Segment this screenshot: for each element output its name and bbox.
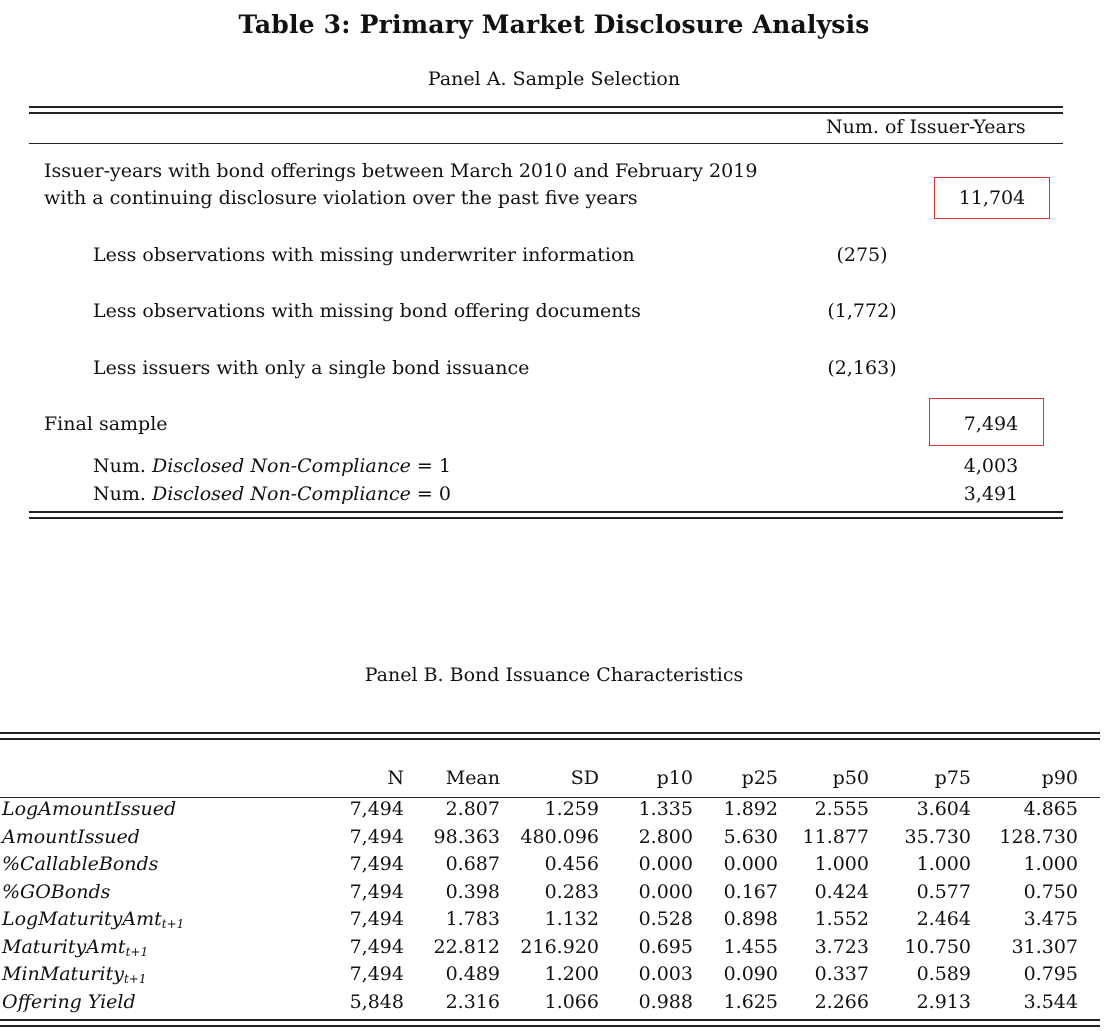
table-cell: 2.807 — [445, 798, 500, 820]
table-cell: 0.750 — [1023, 880, 1078, 903]
table-cell: 0.000 — [638, 880, 693, 903]
column-header-p25: p25 — [741, 767, 778, 789]
panel-a-less1-label: Less observations with missing underwriter information — [93, 244, 635, 266]
table-cell: 0.589 — [916, 963, 971, 985]
column-header-n: N — [387, 767, 404, 789]
table-cell: 7,494 — [349, 798, 404, 820]
table-cell: 0.577 — [916, 880, 971, 903]
table-cell: 128.730 — [999, 825, 1078, 848]
row-label: AmountIssued — [2, 825, 140, 848]
column-header-p50: p50 — [832, 767, 869, 789]
table-cell: 2.555 — [814, 798, 869, 820]
num0-suffix: = 0 — [410, 483, 451, 505]
table-cell: 3.475 — [1023, 908, 1078, 930]
panel-b-top-rule-2 — [0, 738, 1100, 740]
panel-a-less3-label: Less issuers with only a single bond issuance — [93, 357, 530, 379]
panel-a-num0-label — [93, 483, 451, 505]
table-cell: 0.000 — [638, 853, 693, 875]
table-cell: 0.456 — [544, 853, 599, 875]
row-label: MaturityAmt$_{t+1}$ — [2, 935, 149, 959]
table-cell: 0.695 — [638, 935, 693, 958]
table-cell: 1.455 — [723, 935, 778, 958]
column-header-p90: p90 — [1041, 767, 1078, 789]
panel-a-row1-line2: with a continuing disclosure violation over the past five years — [44, 187, 638, 209]
table-cell: 3.723 — [814, 935, 869, 958]
table-cell: 4.865 — [1023, 798, 1078, 820]
table-cell: 2.316 — [445, 990, 500, 1013]
table-cell: 0.795 — [1023, 963, 1078, 985]
column-header-p75: p75 — [934, 767, 971, 789]
table-cell: 0.424 — [814, 880, 869, 903]
table-cell: 31.307 — [1011, 935, 1078, 958]
row-label: LogMaturityAmt$_{t+1}$ — [2, 908, 185, 931]
num0-prefix: Num. — [93, 483, 152, 505]
panel-a-num1-label — [93, 455, 451, 477]
table-cell: 0.090 — [723, 963, 778, 985]
panel-a-num0-value: 3,491 — [963, 483, 1019, 505]
table-cell: 480.096 — [520, 825, 599, 848]
table-cell: 7,494 — [349, 880, 404, 903]
panel-a-less2-label: Less observations with missing bond offering documents — [93, 300, 641, 322]
table-cell: 0.489 — [445, 963, 500, 985]
table-cell: 1.132 — [544, 908, 599, 930]
table-cell: 11.877 — [802, 825, 869, 848]
table-cell: 0.000 — [723, 853, 778, 875]
panel-a-column-header: Num. of Issuer-Years — [826, 116, 1026, 138]
table-cell: 1.000 — [916, 853, 971, 875]
table-cell: 7,494 — [349, 935, 404, 958]
column-header-mean: Mean — [445, 767, 500, 789]
table-title: Table 3: Primary Market Disclosure Analysis — [238, 10, 870, 39]
panel-a-less1-value: (275) — [836, 244, 888, 266]
table-cell: 2.464 — [916, 908, 971, 930]
panel-a-top-rule-1 — [29, 106, 1063, 108]
table-cell: 0.528 — [638, 908, 693, 930]
panel-b-bottom-rule-2 — [0, 1025, 1100, 1027]
table-cell: 0.167 — [723, 880, 778, 903]
panel-a-header-rule — [29, 143, 1063, 144]
table-cell: 7,494 — [349, 825, 404, 848]
num1-suffix: = 1 — [410, 455, 451, 477]
table-cell: 1.335 — [638, 798, 693, 820]
table-cell: 1.892 — [723, 798, 778, 820]
row-label: %CallableBonds — [2, 853, 159, 875]
column-header-sd: SD — [570, 767, 599, 789]
panel-b-bottom-rule-1 — [0, 1019, 1100, 1021]
panel-a-bottom-rule-2 — [29, 517, 1063, 519]
panel-a-less2-value: (1,772) — [827, 300, 897, 322]
num1-var: Disclosed Non-Compliance — [151, 455, 411, 477]
table-cell: 98.363 — [433, 825, 500, 848]
panel-a-row1-value: 11,704 — [958, 187, 1026, 209]
table-cell: 7,494 — [349, 908, 404, 930]
table-cell: 7,494 — [349, 963, 404, 985]
table-cell: 1.000 — [814, 853, 869, 875]
num0-var: Disclosed Non-Compliance — [151, 483, 411, 505]
table-cell: 1.066 — [544, 990, 599, 1013]
table-cell: 5.630 — [723, 825, 778, 848]
panel-b-top-rule-1 — [0, 732, 1100, 734]
row-label: %GOBonds — [2, 880, 111, 903]
table-cell: 0.898 — [723, 908, 778, 930]
panel-a-final-value: 7,494 — [963, 413, 1019, 435]
table-cell: 10.750 — [904, 935, 971, 958]
column-header-p10: p10 — [656, 767, 693, 789]
table-cell: 5,848 — [349, 990, 404, 1013]
table-cell: 2.266 — [814, 990, 869, 1013]
panel-a-title: Panel A. Sample Selection — [427, 68, 681, 90]
table-cell: 3.544 — [1023, 990, 1078, 1013]
panel-b-title: Panel B. Bond Issuance Characteristics — [364, 664, 744, 686]
table-cell: 1.625 — [723, 990, 778, 1013]
table-cell: 2.913 — [916, 990, 971, 1013]
table-cell: 1.200 — [544, 963, 599, 985]
row-label: MinMaturity$_{t+1}$ — [2, 963, 147, 986]
table-cell: 216.920 — [520, 935, 599, 958]
panel-a-final-label: Final sample — [44, 413, 168, 435]
table-cell: 0.988 — [638, 990, 693, 1013]
table-cell: 0.398 — [445, 880, 500, 903]
row-label: Offering Yield — [2, 990, 136, 1013]
table-cell: 0.283 — [544, 880, 599, 903]
num1-prefix: Num. — [93, 455, 152, 477]
table-cell: 0.687 — [445, 853, 500, 875]
table-cell: 35.730 — [904, 825, 971, 848]
table-cell: 1.259 — [544, 798, 599, 820]
panel-a-bottom-rule-1 — [29, 511, 1063, 513]
table-cell: 3.604 — [916, 798, 971, 820]
panel-a-row1-line1: Issuer-years with bond offerings between March 2010 and February 2019 — [44, 160, 758, 182]
table-cell: 1.552 — [814, 908, 869, 930]
panel-a-num1-value: 4,003 — [963, 455, 1019, 477]
table-cell: 7,494 — [349, 853, 404, 875]
panel-a-top-rule-2 — [29, 112, 1063, 114]
table-cell: 2.800 — [638, 825, 693, 848]
table-cell: 0.003 — [638, 963, 693, 985]
table-cell: 1.783 — [445, 908, 500, 930]
row-label: LogAmountIssued — [2, 798, 177, 820]
panel-a-less3-value: (2,163) — [827, 357, 897, 379]
table-cell: 0.337 — [814, 963, 869, 985]
table-cell: 1.000 — [1023, 853, 1078, 875]
table-cell: 22.812 — [433, 935, 500, 958]
